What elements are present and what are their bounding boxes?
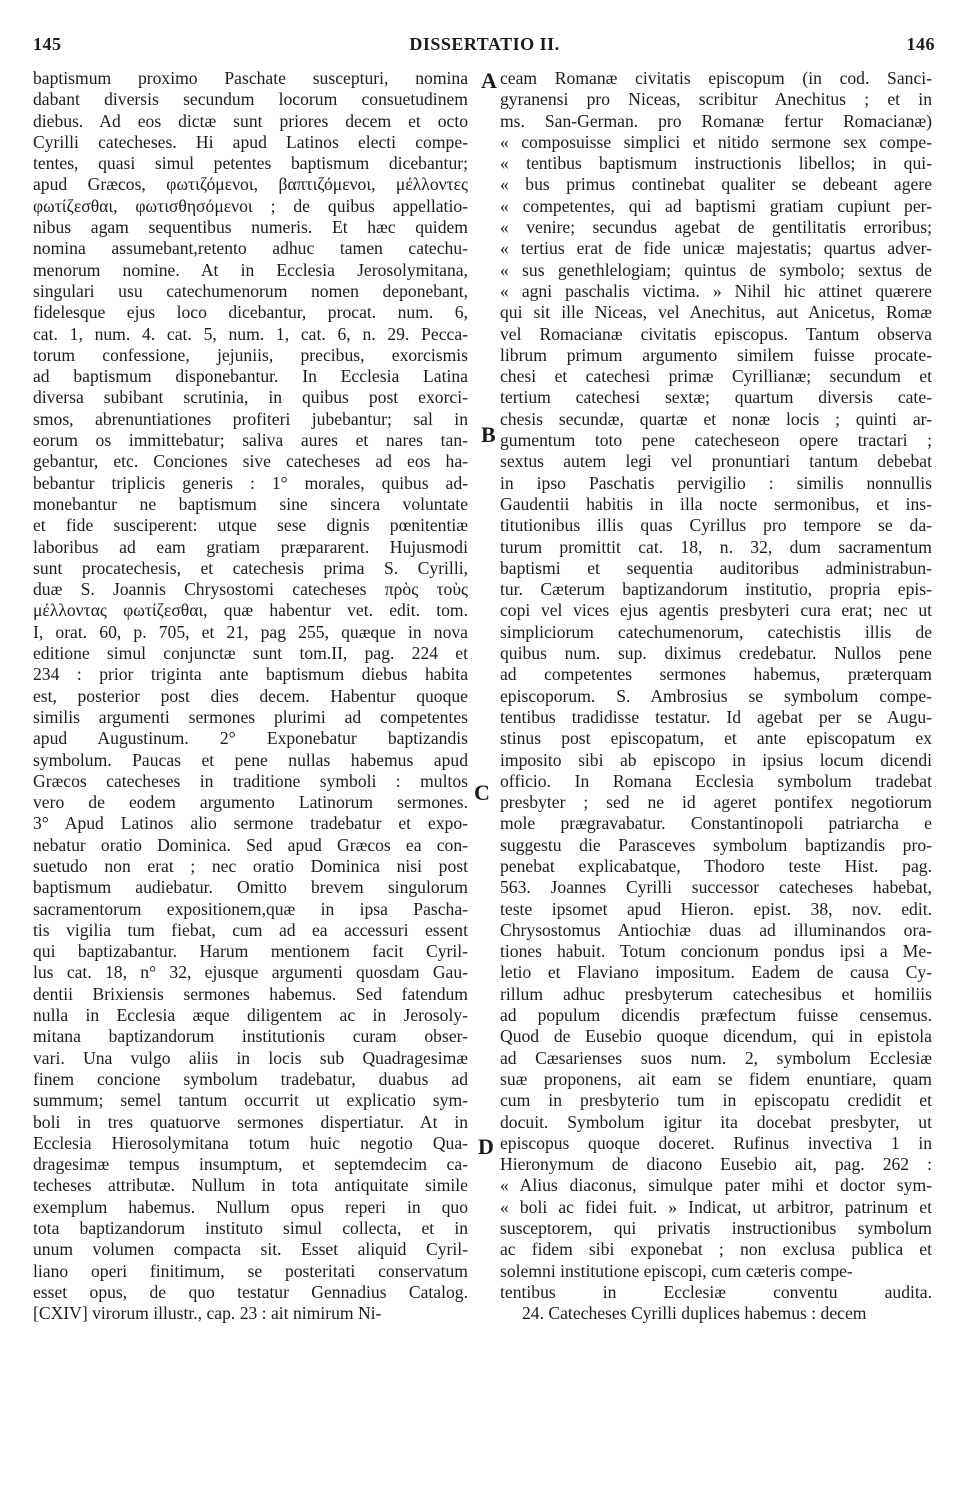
- text-line: nibus agam sequentibus numeris. Et hæc quidem: [33, 217, 468, 238]
- text-line: smos, abrenuntiationes profiteri jubebantur; sal in: [33, 408, 468, 429]
- text-line: « competentes, qui ad baptismi gratiam cupiunt per-: [500, 195, 932, 216]
- text-line: vel Romacianæ civitatis episcopus. Tantum observa: [500, 323, 932, 344]
- text-line: ms. San-German. pro Romanæ fertur Romacianæ): [500, 110, 932, 131]
- text-line: vero de eodem argumento Latinorum sermones.: [33, 792, 468, 813]
- text-line: tentibus in Ecclesiæ conventu audita.: [500, 1281, 932, 1302]
- text-line: gebantur, etc. Conciones sive catecheses ad eos ha-: [33, 451, 468, 472]
- text-line: 3° Apud Latinos alio sermone tradebatur et expo-: [33, 813, 468, 834]
- text-line: symbolum. Paucas et pene nullas habemus apud: [33, 749, 468, 770]
- text-line: penebat explicabatque, Thodoro teste Hist. pag.: [500, 855, 932, 876]
- text-line: tentes, quasi simul petentes baptismum dicebantur;: [33, 153, 468, 174]
- text-line: fidelesque ejus loco dicebantur, procat. num. 6,: [33, 302, 468, 323]
- text-line: unum volumen compacta sit. Esset aliquid Cyril-: [33, 1239, 468, 1260]
- text-line: dentii Brixiensis sermones habemus. Sed fatendum: [33, 983, 468, 1004]
- text-line: letio et Flaviano impositum. Eadem de causa Cy-: [500, 962, 932, 983]
- left-page-number: 145: [33, 34, 62, 54]
- text-line: 563. Joannes Cyrilli successor catecheses habebat,: [500, 877, 932, 898]
- text-line: cat. 1, num. 4. cat. 5, num. 1, cat. 6, n. 29. Pecca-: [33, 323, 468, 344]
- text-line: susceptorem, qui privatis instructionibus symbolum: [500, 1218, 932, 1239]
- text-line: eorum os immittebatur; saliva aures et nares tan-: [33, 430, 468, 451]
- text-line: techeses attributæ. Nullum in tota antiquitate simile: [33, 1175, 468, 1196]
- text-line: boli in tres quatuorve sermones dispertiatur. At in: [33, 1111, 468, 1132]
- text-line: « tentibus baptismum instructionis libellos; in qui-: [500, 153, 932, 174]
- text-line: suggestu die Parasceves symbolum baptizandis pro-: [500, 834, 932, 855]
- margin-marker-d: D: [478, 1134, 494, 1159]
- margin-marker-b: B: [481, 422, 496, 447]
- text-line: episcopus quoque doceret. Rufinus invectiva 1 in: [500, 1132, 932, 1153]
- text-line: turum promittit cat. 18, n. 32, dum sacramentum: [500, 536, 932, 557]
- text-line: ad competentes sermones habemus, præterquam: [500, 664, 932, 685]
- text-line: presbyter ; sed ne id ageret pontifex negotiorum: [500, 792, 932, 813]
- text-line: lus cat. 18, n° 32, ejusque argumenti quosdam Gau-: [33, 962, 468, 983]
- text-line: suetudo non erat ; nec oratio Dominica nisi post: [33, 855, 468, 876]
- text-line: Chrysostomus Antiochiæ duas ad illuminandos ora-: [500, 919, 932, 940]
- text-line: « tertius erat de fide unicæ majestatis; quartus adver-: [500, 238, 932, 259]
- text-line: diebus. Ad eos dictæ sunt priores decem et octo: [33, 110, 468, 131]
- text-line: baptismum proximo Paschate suscepturi, nomina: [33, 68, 468, 88]
- text-line: duæ S. Joannis Chrysostomi catecheses πρὸς τοὺς: [33, 579, 468, 600]
- text-line: « sus genethlelogiam; quintus de symbolo; sextus de: [500, 259, 932, 280]
- text-line: simpliciorum catechumenorum, catechistis illis de: [500, 621, 932, 642]
- text-line: laboribus ad eam gratiam præpararent. Hujusmodi: [33, 536, 468, 557]
- text-line: teste ipsomet apud Hieron. epist. 38, nov. edit.: [500, 898, 932, 919]
- text-line: « bus primus continebat qualiter se debeant agere: [500, 174, 932, 195]
- text-line: torum confessione, jejuniis, precibus, exorcismis: [33, 344, 468, 365]
- text-line: cum in presbyterio tum in episcopatu credidit et: [500, 1090, 932, 1111]
- text-line: imposito sibi ab episcopo in ipsius locum dicendi: [500, 749, 932, 770]
- text-line: librum primum argumento similem fuisse procate-: [500, 344, 932, 365]
- text-line: et fide susciperent: utque sese dignis pœnitentiæ: [33, 515, 468, 536]
- text-line: « Alius diaconus, simulque pater mihi et doctor sym-: [500, 1175, 932, 1196]
- text-line: diversa subibant scrutinia, in quibus post exorci-: [33, 387, 468, 408]
- text-line: gyranensi pro Niceas, scribitur Anechitus ; et in: [500, 89, 932, 110]
- text-line: tertium catechesi sextæ; quartum diversis cate-: [500, 387, 932, 408]
- text-line: Cyrilli catecheses. Hi apud Latinos electi compe-: [33, 131, 468, 152]
- text-line: gumentum toto pene catecheseon opere tractari ;: [500, 430, 932, 451]
- text-line: « venire; secundus agebat de gentilitatis erroribus;: [500, 217, 932, 238]
- text-line: dabant diversis secundum locorum consuetudinem: [33, 89, 468, 110]
- text-line: ad populum dicendis præfectum fuisse censemus.: [500, 1005, 932, 1026]
- text-line: φωτίζεσθαι, φωτισθησόμενοι ; de quibus appellatio-: [33, 195, 468, 216]
- text-line: sacramentorum expositionem,quæ in ipsa Pascha-: [33, 898, 468, 919]
- text-line: docuit. Symbolum igitur ita docebat presbyter, ut: [500, 1111, 932, 1132]
- text-line: stinus post episcopatum, et ante episcopatum ex: [500, 728, 932, 749]
- text-line: bebantur triplicis generis : 1° morales, quibus ad-: [33, 472, 468, 493]
- text-line: ac fidem sibi exponebat ; non exclusa publica et: [500, 1239, 932, 1260]
- text-line: baptismi et sequentia auditoribus administrabun-: [500, 557, 932, 578]
- text-line: baptismum audiebatur. Omitto brevem singulorum: [33, 877, 468, 898]
- left-text-column: [33, 68, 468, 1325]
- text-line: ceam Romanæ civitatis episcopum (in cod. Sanci-: [500, 68, 932, 88]
- text-line: similis argumenti sermones plurimi ad competentes: [33, 706, 468, 727]
- text-line: nomina assumebant,retento adhuc tamen catechu-: [33, 238, 468, 259]
- text-line: nebatur oratio Dominica. Sed apud Græcos ea con-: [33, 834, 468, 855]
- right-text-column: [500, 68, 932, 1325]
- text-line: est, posterior post dies decem. Habentur quoque: [33, 685, 468, 706]
- text-line: vari. Una vulgo aliis in locis sub Quadragesimæ: [33, 1047, 468, 1068]
- margin-marker-c: C: [474, 780, 490, 805]
- text-line: solemni institutione episcopi, cum cæteris compe-: [500, 1260, 853, 1281]
- text-line: singulari usu catechumenorum nomen deponebant,: [33, 280, 468, 301]
- text-line: Ecclesia Hierosolymitana totum huic negotio Qua-: [33, 1132, 468, 1153]
- text-line: [CXIV] virorum illustr., cap. 23 : ait nimirum Ni-: [33, 1303, 382, 1324]
- text-line: apud Augustinum. 2° Exponebatur baptizandis: [33, 728, 468, 749]
- text-line: monebantur ne baptismum sine sincera voluntate: [33, 493, 468, 514]
- text-line: tis vigilia tum fiebat, cum ad ea accessuri essent: [33, 919, 468, 940]
- text-line: quibus num. sup. diximus credebatur. Nullos pene: [500, 643, 932, 664]
- margin-marker-a: A: [481, 68, 497, 93]
- text-line: sunt procatechesis, et catechesis prima S. Cyrilli,: [33, 557, 468, 578]
- text-line: I, orat. 60, p. 705, et 21, pag 255, quæque in nova: [33, 621, 468, 642]
- text-line: « agni paschalis victima. » Nihil hic attinet quærere: [500, 280, 932, 301]
- text-line: ad baptismum disponebantur. In Ecclesia Latina: [33, 366, 468, 387]
- text-line: chesis secundæ, quartæ et nonæ locis ; quinti ar-: [500, 408, 932, 429]
- text-line: apud Græcos, φωτιζόμενοι, βαπτιζόμενοι, μέλλοντες: [33, 174, 468, 195]
- text-line: Græcos catecheses in traditione symboli : multos: [33, 770, 468, 791]
- text-line: 234 : prior triginta ante baptismum diebus habita: [33, 664, 468, 685]
- text-line: finem concione symbolum tradebatur, duabus ad: [33, 1068, 468, 1089]
- right-page-number: 146: [906, 34, 935, 54]
- text-line: dragesimæ tempus insumptum, et septemdecim ca-: [33, 1154, 468, 1175]
- text-line: tur. Cæterum baptizandorum institutio, propria epis-: [500, 579, 932, 600]
- text-line: chesi et catechesi primæ Cyrillianæ; secundum et: [500, 366, 932, 387]
- text-line: qui baptizabantur. Harum mentionem facit Cyril-: [33, 941, 468, 962]
- text-line: sextus autem legi vel pronuntiari tantum debebat: [500, 451, 932, 472]
- text-line: exemplum habemus. Nullum opus reperi in quo: [33, 1196, 468, 1217]
- text-line: tentibus tradidisse testatur. Id agebat per se Augu-: [500, 706, 932, 727]
- text-line: summum; semel tantum occurrit ut explicatio sym-: [33, 1090, 468, 1111]
- text-line: ad Cæsarienses suos num. 2, symbolum Ecclesiæ: [500, 1047, 932, 1068]
- text-line: mole prægravabatur. Constantinopoli patriarcha e: [500, 813, 932, 834]
- text-line: esset opus, de quo testatur Gennadius Catalog.: [33, 1281, 468, 1302]
- text-line: nulla in Ecclesia æque diligentem ac in Jerosoly-: [33, 1005, 468, 1026]
- text-line: 24. Catecheses Cyrilli duplices habemus : decem: [522, 1303, 867, 1324]
- text-line: Hieronymum de diacono Eusebio ait, pag. 262 :: [500, 1154, 932, 1175]
- text-line: qui sit ille Niceas, vel Anechitus, aut Anicetus, Romæ: [500, 302, 932, 323]
- text-line: Quod de Eusebio quoque dicendum, qui in epistola: [500, 1026, 932, 1047]
- text-line: rillum adhuc presbyterum catechesibus et homiliis: [500, 983, 932, 1004]
- text-line: menorum nomine. At in Ecclesia Jerosolymitana,: [33, 259, 468, 280]
- text-line: episcoporum. S. Ambrosius se symbolum compe-: [500, 685, 932, 706]
- text-line: editione simul conjunctæ sunt tom.II, pag. 224 et: [33, 643, 468, 664]
- text-line: tota baptizandorum instituto simul collecta, et in: [33, 1218, 468, 1239]
- text-line: liano operi finitimum, se posteritati conservatum: [33, 1260, 468, 1281]
- text-line: mitana baptizandorum institutionis curam obser-: [33, 1026, 468, 1047]
- text-line: μέλλοντας φωτίζεσθαι, quæ habentur vet. edit. tom.: [33, 600, 468, 621]
- text-line: in ipso Paschatis pervigilio : similis nonnullis: [500, 472, 932, 493]
- text-line: tiones habuit. Totum concionum pondus ipsi a Me-: [500, 941, 932, 962]
- text-line: titutionibus illis quas Cyrillus pro tempore se da-: [500, 515, 932, 536]
- text-line: copi vel vices ejus agentis presbyteri cura erat; nec ut: [500, 600, 932, 621]
- text-line: « composuisse simplici et nitido sermone sex compe-: [500, 131, 932, 152]
- running-title: DISSERTATIO II.: [409, 34, 560, 54]
- text-line: officio. In Romana Ecclesia symbolum tradebat: [500, 770, 932, 791]
- text-line: suæ proponens, ait eam se fidem enuntiare, quam: [500, 1068, 932, 1089]
- text-line: « boli ac fidei fuit. » Indicat, ut arbitror, patrinum et: [500, 1196, 932, 1217]
- text-line: Gaudentii habitis in illa nocte sermonibus, et ins-: [500, 493, 932, 514]
